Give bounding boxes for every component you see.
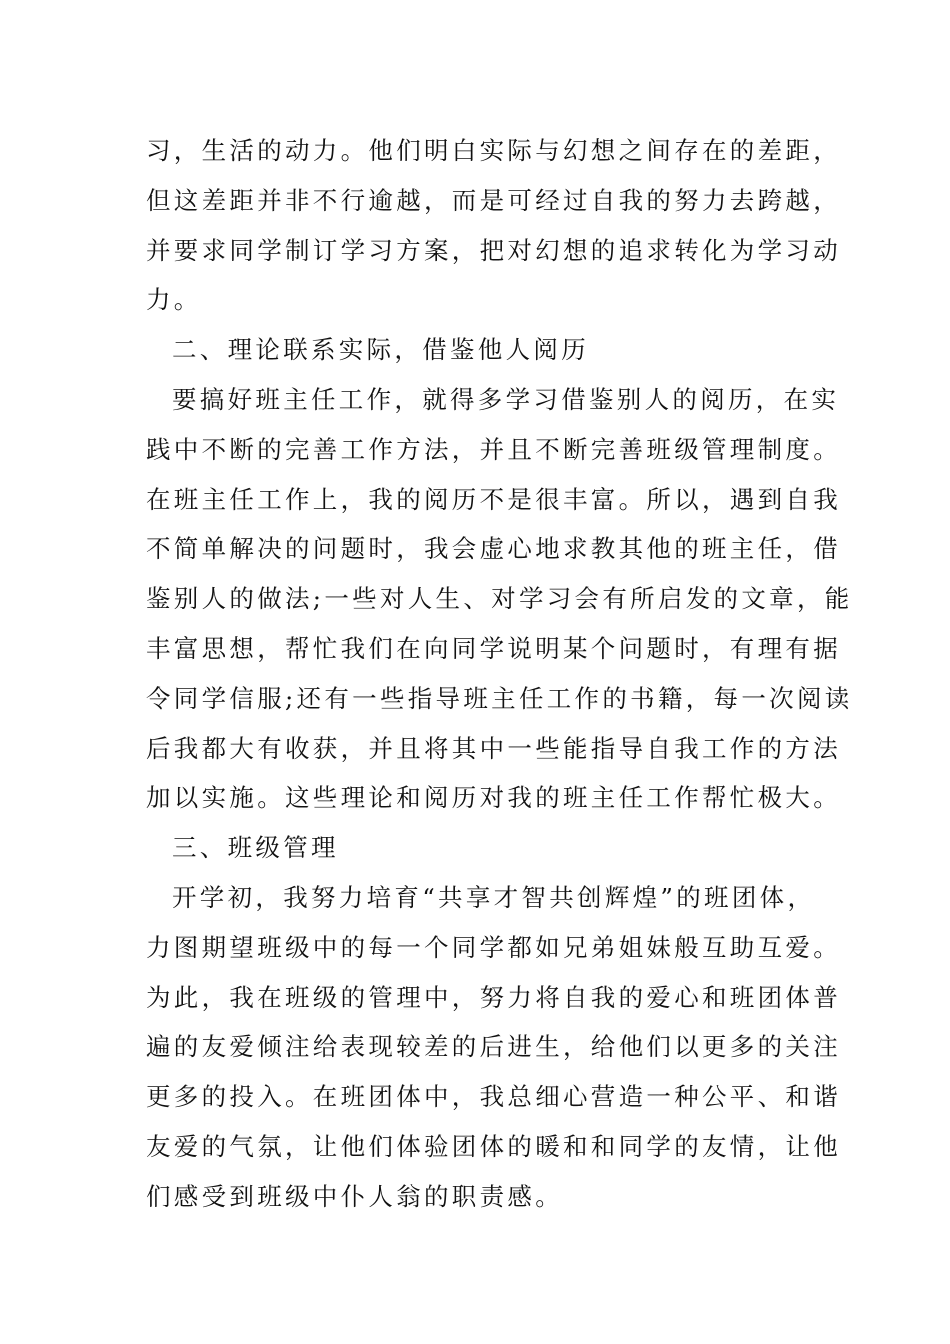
text-line: 更多的投入。在班团体中，我总细心营造一种公平、和谐 (146, 1082, 841, 1112)
text-line: 友爱的气氛，让他们体验团体的暖和和同学的友情，让他 (146, 1131, 841, 1161)
text-line: 力。 (146, 285, 202, 315)
text-line: 在班主任工作上，我的阅历不是很丰富。所以，遇到自我 (146, 484, 841, 514)
text-line: 后我都大有收获，并且将其中一些能指导自我工作的方法 (146, 733, 841, 763)
text-line: 习，生活的动力。他们明白实际与幻想之间存在的差距， (146, 136, 841, 165)
text-line: 并要求同学制订学习方案，把对幻想的追求转化为学习动 (146, 235, 841, 265)
text-line: 践中不断的完善工作方法，并且不断完善班级管理制度。 (146, 434, 841, 464)
text-line: 们感受到班级中仆人翁的职责感。 (146, 1181, 563, 1211)
text-line: 力图期望班级中的每一个同学都如兄弟姐妹般互助互爱。 (146, 932, 841, 962)
section-heading: 二、理论联系实际，借鉴他人阅历 (172, 335, 589, 365)
text-line: 丰富思想，帮忙我们在向同学说明某个问题时，有理有据 (146, 633, 841, 663)
text-line: 但这差距并非不行逾越，而是可经过自我的努力去跨越， (146, 185, 841, 215)
text-line: 加以实施。这些理论和阅历对我的班主任工作帮忙极大。 (146, 783, 841, 813)
text-line: 不简单解决的问题时，我会虚心地求教其他的班主任，借 (146, 534, 841, 564)
text-line: 遍的友爱倾注给表现较差的后进生，给他们以更多的关注 (146, 1032, 841, 1062)
text-line: 为此，我在班级的管理中，努力将自我的爱心和班团体普 (146, 982, 841, 1012)
paragraph-start-line: 要搞好班主任工作，就得多学习借鉴别人的阅历，在实 (172, 384, 840, 414)
paragraph-start-line: 开学初，我努力培育“共享才智共创辉煌”的班团体， (172, 882, 816, 912)
text-line: 鉴别人的做法;一些对人生、对学习会有所启发的文章，能 (146, 584, 853, 614)
section-heading: 三、班级管理 (172, 833, 339, 863)
document-body (146, 126, 853, 1222)
text-line: 令同学信服;还有一些指导班主任工作的书籍，每一次阅读 (146, 683, 853, 713)
